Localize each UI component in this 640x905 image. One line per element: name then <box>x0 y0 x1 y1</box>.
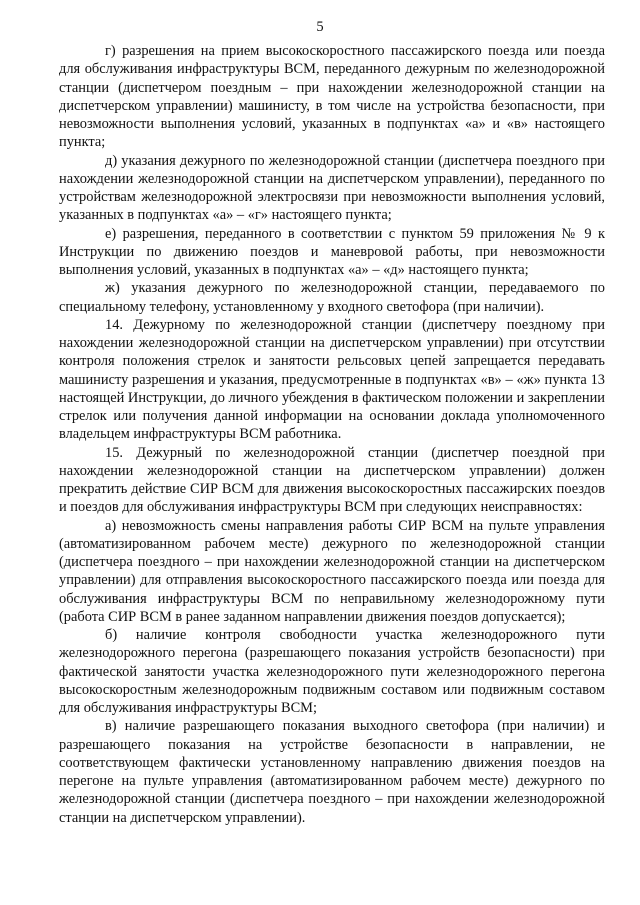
paragraph-clause-15: 15. Дежурный по железнодорожной станции (диспетчер поездной при нахождении железнодорожной станции на диспетчерском управлении) должен прекратить действие СИР ВСМ для движения высокоскоростных пассажирских поездов и поездов для обслуживания инфраструктуры ВСМ при следующих неисправностях: <box>59 444 605 516</box>
paragraph-item-g: г) разрешения на прием высокоскоростного пассажирского поезда или поезда для обслуживания инфраструктуры ВСМ, переданного дежурным по железнодорожной станции (диспетчером поездным – при нахождении железнодорожной станции на диспетчерском управлении) машинисту, в том числе на устройства безопасности, при невозможности выполнения условий, указанных в подпунктах «а» и «в» настоящего пункта; <box>59 43 605 151</box>
paragraph-item-e: е) разрешения, переданного в соответствии с пунктом 59 приложения № 9 к Инструкции по движению поездов и маневровой работы, при невозможности выполнения условий, указанных в подпунктах «а» – «д» настоящего пункта; <box>59 225 605 278</box>
paragraph-clause-14: 14. Дежурному по железнодорожной станции (диспетчеру поездному при нахождении железнодорожной станции на диспетчерском управлении) при отсутствии контроля положения стрелок и занятости рельсовых цепей запрещается передавать машинисту разрешения и указания, предусмотренные в подпунктах «в» – «ж» пункта 13 настоящей Инструкции, до личного убеждения в фактическом положении и закреплении стрелок или получения данной информации на основании доклада уполномоченного владельцем инфраструктуры ВСМ работника. <box>59 316 605 443</box>
document-body <box>59 42 605 827</box>
paragraph-item-zh: ж) указания дежурного по железнодорожной станции, передаваемого по специальному телефону, установленному у входного светофора (при наличии). <box>59 280 605 315</box>
paragraph-fault-a: а) невозможность смены направления работы СИР ВСМ на пульте управления (автоматизированном рабочем месте) дежурного по железнодорожной станции (диспетчера поездного – при нахождении железнодорожной станции на диспетчерском управлении) для отправления высокоскоростного пассажирского поезда или поезда для обслуживания инфраструктуры ВСМ по неправильному железнодорожному пути (работа СИР ВСМ в ранее заданном направлении движения поездов допускается); <box>59 517 605 625</box>
paragraph-item-d: д) указания дежурного по железнодорожной станции (диспетчера поездного при нахождении железнодорожной станции на диспетчерском управлении), переданного по устройствам железнодорожной электросвязи при невозможности выполнения условий, указанных в подпунктах «а» – «г» настоящего пункта; <box>59 152 605 224</box>
paragraph-fault-b: б) наличие контроля свободности участка железнодорожного пути железнодорожного перегона (разрешающего показания устройств безопасности) при фактической занятости участка железнодорожного пути железнодорожного перегона высокоскоростным железнодорожным подвижным составом или подвижным составом для обслуживания инфраструктуры ВСМ; <box>59 627 605 716</box>
page-number: 5 <box>316 19 324 35</box>
paragraph-fault-v: в) наличие разрешающего показания выходного светофора (при наличии) и разрешающего показания на устройстве безопасности в направлении, не соответствующем фактически установленному направлению движения поездов на перегоне на пульте управления (автоматизированном рабочем месте) дежурного по железнодорожной станции (диспетчера поездного – при нахождении железнодорожной станции на диспетчерском управлении). <box>59 718 605 826</box>
